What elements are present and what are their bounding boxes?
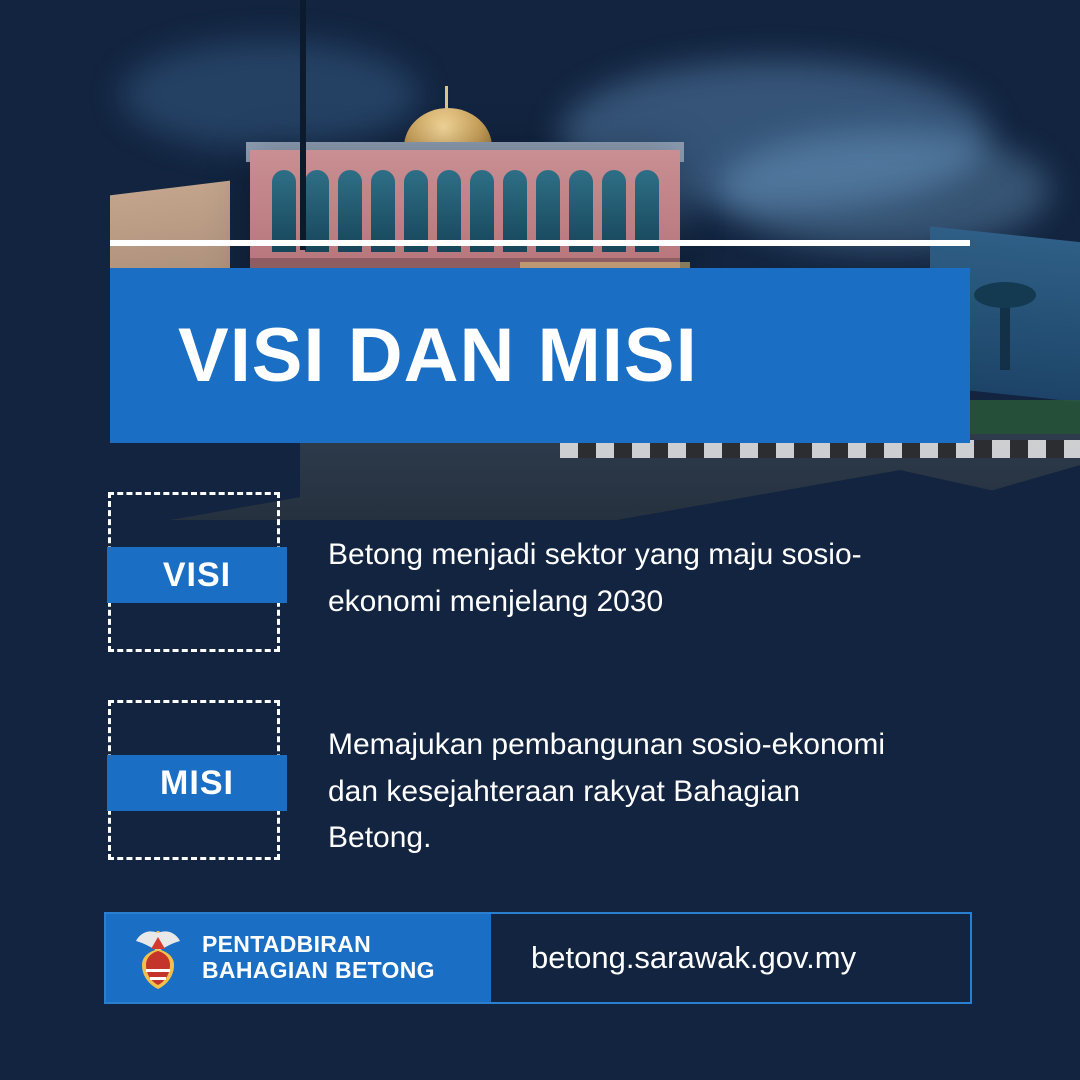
section-visi: [108, 492, 888, 652]
sarawak-crest-icon: [128, 925, 188, 991]
footer-bar: [104, 912, 972, 1004]
misi-tag-frame: [108, 700, 280, 860]
cloud-shape: [720, 130, 1050, 250]
title-rule: [110, 240, 970, 246]
misi-text: Memajukan pembangunan sosio-ekonomi dan kesejahteraan rakyat Bahagian Betong.: [328, 728, 885, 854]
footer-brand-line1: PENTADBIRAN: [202, 931, 371, 958]
visi-tag-frame: [108, 492, 280, 652]
title-banner: [110, 268, 970, 443]
misi-tag-label: MISI: [107, 755, 287, 811]
footer-brand-block: [106, 914, 491, 1002]
section-misi: [108, 700, 888, 862]
footer-brand-text: [202, 932, 435, 984]
page-title: VISI DAN MISI: [178, 312, 698, 398]
lamp-post: [300, 0, 306, 250]
visi-text: Betong menjadi sektor yang maju sosio-ekonomi menjelang 2030: [328, 538, 862, 618]
cloud-shape: [120, 40, 420, 150]
website-link[interactable]: betong.sarawak.gov.my: [531, 940, 857, 975]
footer-brand-line2: BAHAGIAN BETONG: [202, 957, 435, 983]
visi-tag-label: VISI: [107, 547, 287, 603]
palm-tree: [1000, 300, 1010, 370]
